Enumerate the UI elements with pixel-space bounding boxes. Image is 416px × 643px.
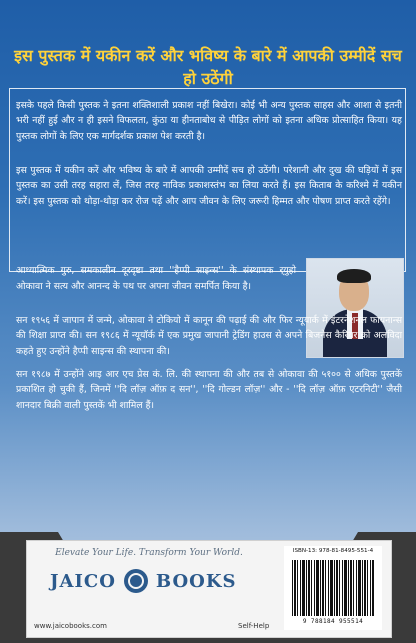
intro-paragraph: इसके पहले किसी पुस्तक ने इतना शक्तिशाली प्रकाश नहीं बिखेरा। कोई भी अन्य पुस्तक साहस और आशा से इतनी भरी नहीं हुई और न ही इसने विफलता, कुंठा या हीनताबोध से पीड़ित लोगों को इतना अधिक प्रोत्साहित किया। यह पुस्तक लोगों के लिए एक मार्गदर्शक प्रकाश पेश करती है। <box>16 100 402 142</box>
author-bio-books: सन १९८७ में उन्होंने आइ आर एच प्रेस कं. लि. की स्थापना की और तब से ओकावा की ५१०० से अधिक पुस्तकें प्रकाशित हो चुकी हैं, जिनमें ''दि लॉज़ ऑफ़ द सन'', ''दि गोल्डन लॉज़'' और - ''दि लॉज़ ऑफ़ एटरनिटी'' जैसी शानदार बिक्री वाली पुस्तकें भी शामिल हैं। <box>16 369 402 411</box>
isbn-block <box>284 546 382 630</box>
publisher-logo <box>50 568 236 594</box>
back-cover-headline: इस पुस्तक में यकीन करें और भविष्य के बारे में आपकी उम्मीदें सच हो उठेंगी <box>14 46 402 88</box>
belief-paragraph: इस पुस्तक में यकीन करें और भविष्य के बारे में आपकी उम्मीदें सच हो उठेंगी। परेशानी और दुख की घड़ियों में इस पुस्तक का उसी तरह सहारा लें, जिस तरह नाविक प्रकाशस्तंभ का लिया करते हैं। इस किताब के करिश्मे में यकीन करें। इस पुस्तक को थोड़ा-थोड़ा कर रोज पढ़ें और आप जीवन के लिए जरूरी हिम्मत और पोषण प्राप्त करते रहेंगे। <box>16 165 402 207</box>
publisher-website: www.jaicobooks.com <box>34 622 107 630</box>
barcode-icon <box>292 560 374 616</box>
publisher-tagline: Elevate Your Life. Transform Your World. <box>55 548 243 558</box>
book-category: Self-Help <box>238 622 270 630</box>
publisher-name-left: JAICO <box>50 570 116 592</box>
author-bio-intro: आध्यात्मिक गुरु, समकालीन दूरदृष्टा तथा ''हैप्पी साइन्स'' के संस्थापक र्‌युहो ओकावा ने सत्य और आनन्द के पथ पर अपना जीवन समर्पित किया है। <box>16 265 296 292</box>
circle-logo-icon <box>124 569 148 593</box>
author-bio-career: सन १९५६ में जापान में जन्मे, ओकावा ने टोकियो में कानून की पढ़ाई की और फिर न्यूयार्क में इंटरनेशनल फायनान्स की शिक्षा प्राप्त की। सन १९८६ में न्यूयॉर्क में एक प्रमुख जापानी ट्रेडिंग हाउस से अपने बिजनेस कैरियर को अलविदा कहते हुए उन्होंने हैप्पी साइन्स की स्थापना की। <box>16 315 402 357</box>
barcode-digits: 9 788184 955514 <box>302 618 364 625</box>
isbn-label: ISBN-13: 978-81-8495-551-4 <box>292 548 374 554</box>
publisher-name-right: BOOKS <box>155 570 237 592</box>
